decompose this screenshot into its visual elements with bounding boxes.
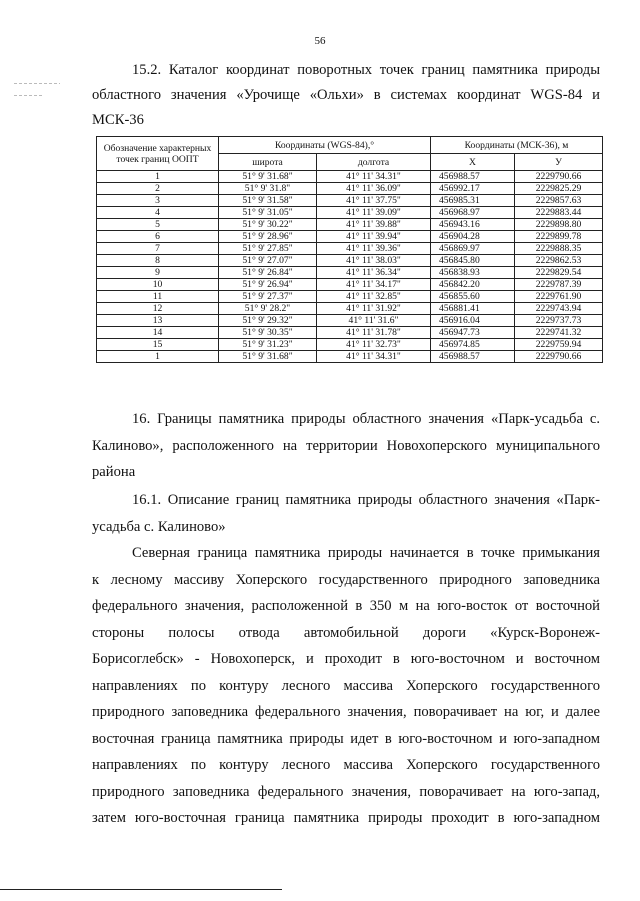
section-15-2-title [92, 58, 600, 133]
table-row [97, 243, 603, 255]
cell-y: 2229899.78 [515, 231, 603, 243]
cell-lat: 51° 9' 31.23" [219, 339, 317, 351]
table-row [97, 279, 603, 291]
header-y: У [515, 154, 603, 171]
cell-point: 13 [97, 315, 219, 327]
section-16-1-body [92, 540, 600, 832]
cell-y: 2229898.80 [515, 219, 603, 231]
header-x: Х [431, 154, 515, 171]
section-16-1-title [92, 487, 600, 540]
cell-lon: 41° 11' 34.31" [317, 351, 431, 363]
cell-lon: 41° 11' 34.31" [317, 171, 431, 183]
cell-lat: 51° 9' 31.68" [219, 351, 317, 363]
title-line: 16.1. Описание границ памятника природы областного значения «Парк- [132, 492, 600, 508]
margin-scan-mark [14, 95, 44, 96]
coordinates-table [96, 136, 603, 363]
title-line: 16. Границы памятника природы областного значения «Парк-усадьба с. [132, 411, 600, 427]
table-header-row [97, 137, 603, 154]
cell-x: 456904.28 [431, 231, 515, 243]
body-line: к лесному массиву Хоперского государственного природного заповедника [92, 571, 600, 588]
body-line: восточная граница памятника природы идет в юго-восточном и юго-западном [92, 730, 600, 747]
cell-lat: 51° 9' 31.05" [219, 207, 317, 219]
title-line: областного значения «Урочище «Ольхи» в системах координат WGS-84 и [92, 87, 600, 103]
cell-lon: 41° 11' 39.94" [317, 231, 431, 243]
cell-lon: 41° 11' 31.78" [317, 327, 431, 339]
cell-x: 456881.41 [431, 303, 515, 315]
cell-lat: 51° 9' 26.94" [219, 279, 317, 291]
title-line: района [92, 464, 136, 480]
cell-point: 12 [97, 303, 219, 315]
title-line: МСК-36 [92, 112, 144, 128]
body-line: федерального значения, расположенной в 350 м на юго-восток от восточной [92, 598, 600, 614]
cell-y: 2229761.90 [515, 291, 603, 303]
header-lon: долгота [317, 154, 431, 171]
cell-y: 2229741.32 [515, 327, 603, 339]
cell-x: 456838.93 [431, 267, 515, 279]
cell-lat: 51° 9' 28.96" [219, 231, 317, 243]
cell-x: 456988.57 [431, 171, 515, 183]
cell-y: 2229737.73 [515, 315, 603, 327]
cell-lon: 41° 11' 31.6" [317, 315, 431, 327]
cell-point: 11 [97, 291, 219, 303]
header-lat: широта [219, 154, 317, 171]
cell-y: 2229743.94 [515, 303, 603, 315]
cell-lon: 41° 11' 36.34" [317, 267, 431, 279]
cell-x: 456842.20 [431, 279, 515, 291]
cell-lon: 41° 11' 31.92" [317, 303, 431, 315]
cell-y: 2229790.66 [515, 171, 603, 183]
header-point: Обозначение характерных точек границ ООПТ [97, 137, 219, 171]
cell-lon: 41° 11' 38.03" [317, 255, 431, 267]
cell-lon: 41° 11' 32.85" [317, 291, 431, 303]
table-row [97, 219, 603, 231]
title-line: 15.2. Каталог координат поворотных точек границ памятника природы [132, 62, 600, 78]
body-line: природного заповедника федерального значения, поворачивает на юг, и далее [92, 704, 600, 720]
cell-point: 5 [97, 219, 219, 231]
table-row [97, 183, 603, 195]
body-line: затем юго-восточная граница памятника природы проходит в юго-западном [92, 810, 600, 826]
cell-lat: 51° 9' 31.8" [219, 183, 317, 195]
title-line: Калиново», расположенного на территории Новохоперского муниципального [92, 437, 600, 454]
table-row [97, 327, 603, 339]
cell-x: 456985.31 [431, 195, 515, 207]
header-msk-group: Координаты (МСК-36), м [431, 137, 603, 154]
cell-x: 456988.57 [431, 351, 515, 363]
cell-x: 456869.97 [431, 243, 515, 255]
cell-lat: 51° 9' 27.85" [219, 243, 317, 255]
table-row [97, 291, 603, 303]
cell-point: 9 [97, 267, 219, 279]
cell-point: 8 [97, 255, 219, 267]
table-row [97, 171, 603, 183]
table-row [97, 267, 603, 279]
cell-x: 456845.80 [431, 255, 515, 267]
cell-y: 2229888.35 [515, 243, 603, 255]
cell-lat: 51° 9' 27.07" [219, 255, 317, 267]
table-row [97, 315, 603, 327]
cell-y: 2229787.39 [515, 279, 603, 291]
cell-x: 456916.04 [431, 315, 515, 327]
cell-lon: 41° 11' 39.36" [317, 243, 431, 255]
cell-y: 2229759.94 [515, 339, 603, 351]
cell-point: 1 [97, 171, 219, 183]
cell-y: 2229862.53 [515, 255, 603, 267]
margin-scan-mark [14, 83, 60, 84]
title-line: усадьба с. Калиново» [92, 518, 226, 535]
table-row [97, 255, 603, 267]
cell-x: 456947.73 [431, 327, 515, 339]
bottom-rule [0, 889, 282, 890]
cell-x: 456974.85 [431, 339, 515, 351]
cell-lat: 51° 9' 31.68" [219, 171, 317, 183]
cell-y: 2229883.44 [515, 207, 603, 219]
cell-point: 15 [97, 339, 219, 351]
cell-point: 6 [97, 231, 219, 243]
cell-point: 7 [97, 243, 219, 255]
cell-lat: 51° 9' 30.22" [219, 219, 317, 231]
table-row [97, 339, 603, 351]
table-row [97, 351, 603, 363]
cell-lon: 41° 11' 36.09" [317, 183, 431, 195]
cell-y: 2229857.63 [515, 195, 603, 207]
cell-x: 456855.60 [431, 291, 515, 303]
body-line: Северная граница памятника природы начинается в точке примыкания [132, 545, 600, 561]
cell-lat: 51° 9' 26.84" [219, 267, 317, 279]
cell-point: 14 [97, 327, 219, 339]
cell-x: 456943.16 [431, 219, 515, 231]
cell-point: 1 [97, 351, 219, 363]
page-number: 56 [314, 35, 326, 47]
cell-lon: 41° 11' 39.09" [317, 207, 431, 219]
body-line: Борисоглебск» - Новохоперск, и проходит в юго-восточном и восточном [92, 651, 600, 667]
header-wgs-group: Координаты (WGS-84),° [219, 137, 431, 154]
cell-lon: 41° 11' 39.88" [317, 219, 431, 231]
cell-lat: 51° 9' 27.37" [219, 291, 317, 303]
cell-lon: 41° 11' 34.17" [317, 279, 431, 291]
cell-x: 456992.17 [431, 183, 515, 195]
cell-y: 2229829.54 [515, 267, 603, 279]
table-row [97, 231, 603, 243]
cell-point: 3 [97, 195, 219, 207]
cell-lat: 51° 9' 29.32" [219, 315, 317, 327]
cell-y: 2229790.66 [515, 351, 603, 363]
cell-point: 2 [97, 183, 219, 195]
table-row [97, 195, 603, 207]
table-row [97, 207, 603, 219]
cell-point: 4 [97, 207, 219, 219]
cell-lon: 41° 11' 37.75" [317, 195, 431, 207]
body-line: стороны полосы отвода автомобильной дороги «Курск-Воронеж- [92, 624, 600, 641]
body-line: природного заповедника федерального значения, поворачивает на юго-запад, [92, 783, 600, 800]
cell-x: 456968.97 [431, 207, 515, 219]
cell-point: 10 [97, 279, 219, 291]
cell-lat: 51° 9' 28.2" [219, 303, 317, 315]
body-line: направлениях по контуру лесного массива Хоперского государственного [92, 677, 600, 694]
table-row [97, 303, 603, 315]
cell-y: 2229825.29 [515, 183, 603, 195]
cell-lat: 51° 9' 30.35" [219, 327, 317, 339]
body-line: направлениях по контуру лесного массива Хоперского государственного [92, 757, 600, 773]
cell-lon: 41° 11' 32.73" [317, 339, 431, 351]
section-16-title [92, 406, 600, 486]
cell-lat: 51° 9' 31.58" [219, 195, 317, 207]
